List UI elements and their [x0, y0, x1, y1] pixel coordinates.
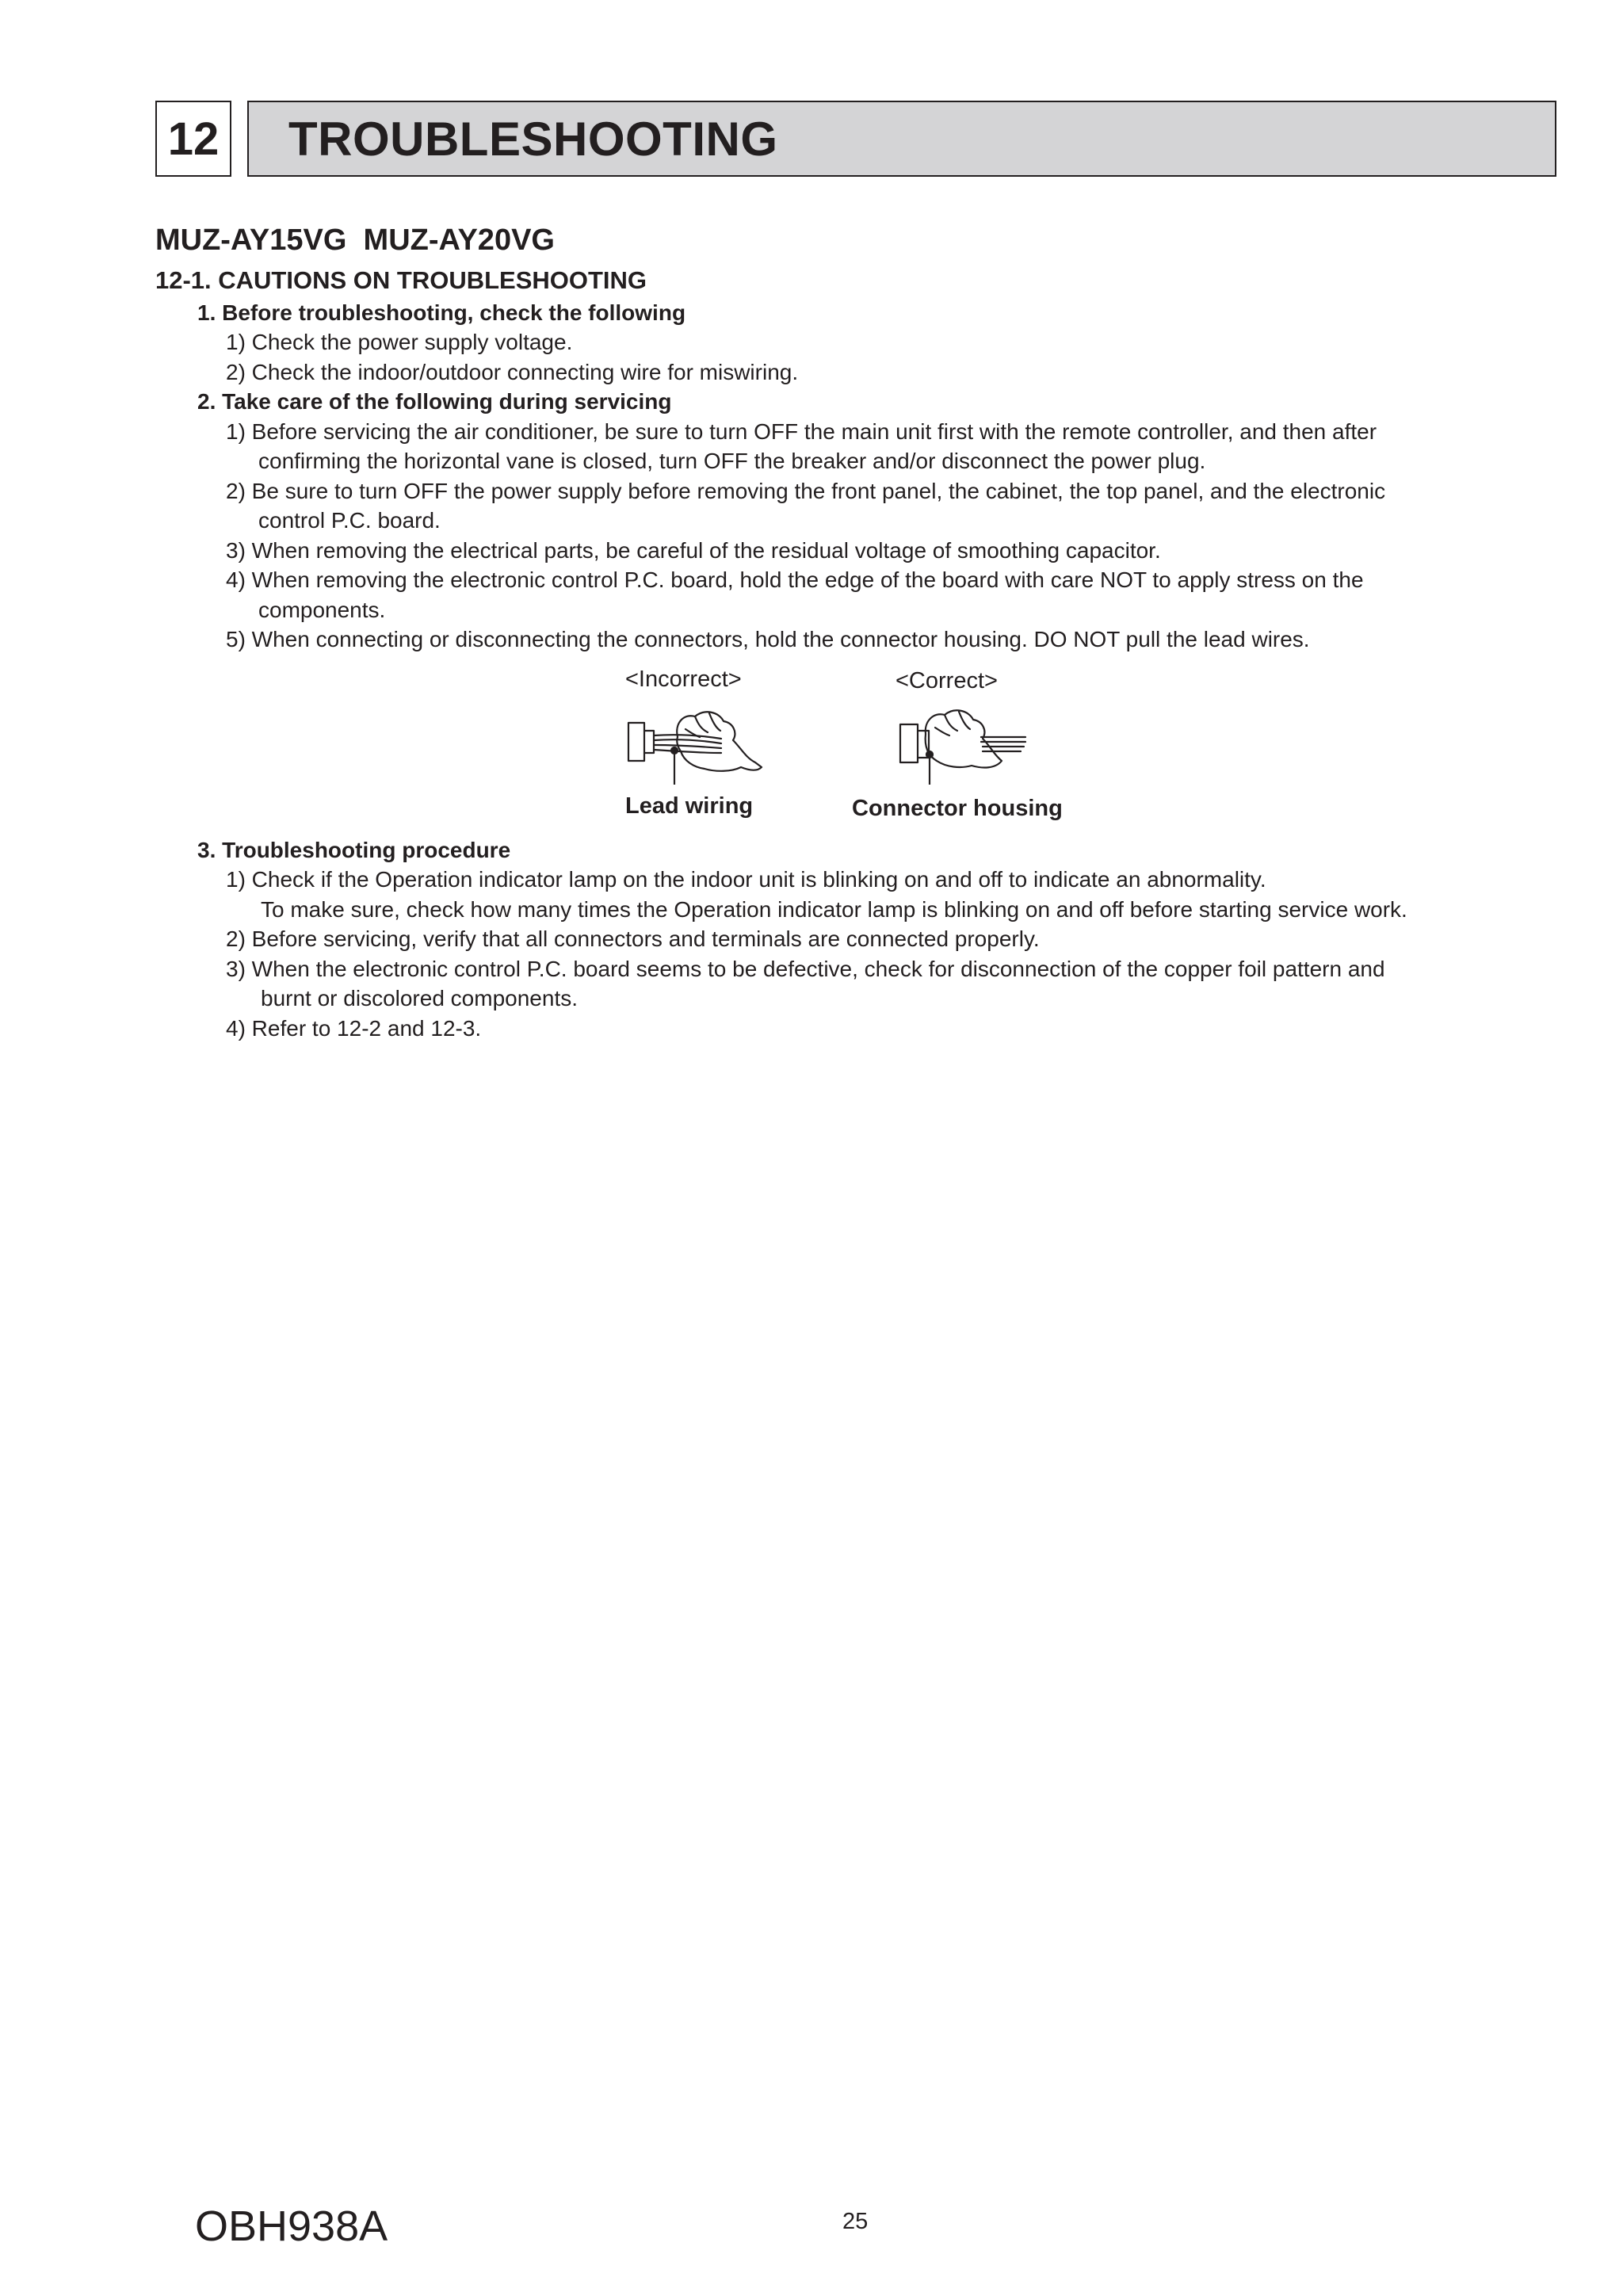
- section-3-item-3-cont: burnt or discolored components.: [261, 986, 578, 1010]
- section-3-item-2: 2) Before servicing, verify that all connectors and terminals are connected properly.: [226, 926, 1040, 951]
- correct-label: <Correct>: [896, 668, 998, 693]
- section-2-item-3: 3) When removing the electrical parts, be careful of the residual voltage of smoothing capacitor.: [226, 538, 1161, 563]
- section-1-item-1: 1) Check the power supply voltage.: [226, 330, 573, 354]
- subsection-title: 12-1. CAUTIONS ON TROUBLESHOOTING: [155, 266, 647, 294]
- section-1-heading: 1. Before troubleshooting, check the following: [197, 300, 686, 325]
- connector-housing-label: Connector housing: [852, 796, 1063, 821]
- section-2-item-1: 1) Before servicing the air conditioner, be sure to turn OFF the main unit first with the remote controller, and then after: [226, 419, 1377, 444]
- correct-hand-fingers: [935, 712, 970, 735]
- incorrect-hand: [677, 712, 762, 770]
- section-title-box: [247, 101, 1556, 177]
- incorrect-connector-housing: [628, 723, 644, 761]
- incorrect-lead-wires: [654, 735, 721, 753]
- section-2-item-5: 5) When connecting or disconnecting the connectors, hold the connector housing. DO NOT pull the lead wires.: [226, 627, 1310, 651]
- incorrect-connector-neck: [644, 731, 654, 753]
- document-id: OBH938A: [195, 2202, 388, 2250]
- incorrect-hand-fingers: [685, 713, 720, 737]
- section-number: 12: [167, 113, 220, 165]
- correct-handling-illustration: [894, 705, 1037, 785]
- correct-connector-housing: [900, 724, 918, 762]
- section-2-item-4-cont: components.: [258, 598, 386, 622]
- section-1-item-2: 2) Check the indoor/outdoor connecting wire for miswiring.: [226, 360, 799, 384]
- lead-wiring-label: Lead wiring: [625, 793, 754, 819]
- section-3-item-1: 1) Check if the Operation indicator lamp on the indoor unit is blinking on and off to indicate an abnormality.: [226, 867, 1266, 892]
- section-3-item-4: 4) Refer to 12-2 and 12-3.: [226, 1016, 482, 1041]
- section-3-item-1-cont: To make sure, check how many times the Operation indicator lamp is blinking on and off before starting service work.: [261, 897, 1407, 922]
- section-number-box: [155, 101, 231, 177]
- section-2-item-1-cont: confirming the horizontal vane is closed, turn OFF the breaker and/or disconnect the power plug.: [258, 449, 1206, 473]
- incorrect-label: <Incorrect>: [625, 667, 742, 692]
- incorrect-handling-illustration: [622, 705, 781, 785]
- section-2-heading: 2. Take care of the following during servicing: [197, 389, 672, 414]
- section-3-item-3: 3) When the electronic control P.C. board seems to be defective, check for disconnection of the copper foil pattern and: [226, 957, 1385, 981]
- correct-hand: [926, 710, 1002, 767]
- section-2-item-4: 4) When removing the electronic control P.C. board, hold the edge of the board with care NOT to apply stress on the: [226, 567, 1364, 592]
- page-number: 25: [842, 2209, 869, 2234]
- section-2-item-2-cont: control P.C. board.: [258, 508, 441, 533]
- section-title: TROUBLESHOOTING: [288, 112, 778, 166]
- model-names: MUZ-AY15VG MUZ-AY20VG: [155, 223, 555, 257]
- section-3-heading: 3. Troubleshooting procedure: [197, 838, 511, 862]
- section-2-item-2: 2) Be sure to turn OFF the power supply before removing the front panel, the cabinet, the top panel, and the electronic: [226, 479, 1386, 503]
